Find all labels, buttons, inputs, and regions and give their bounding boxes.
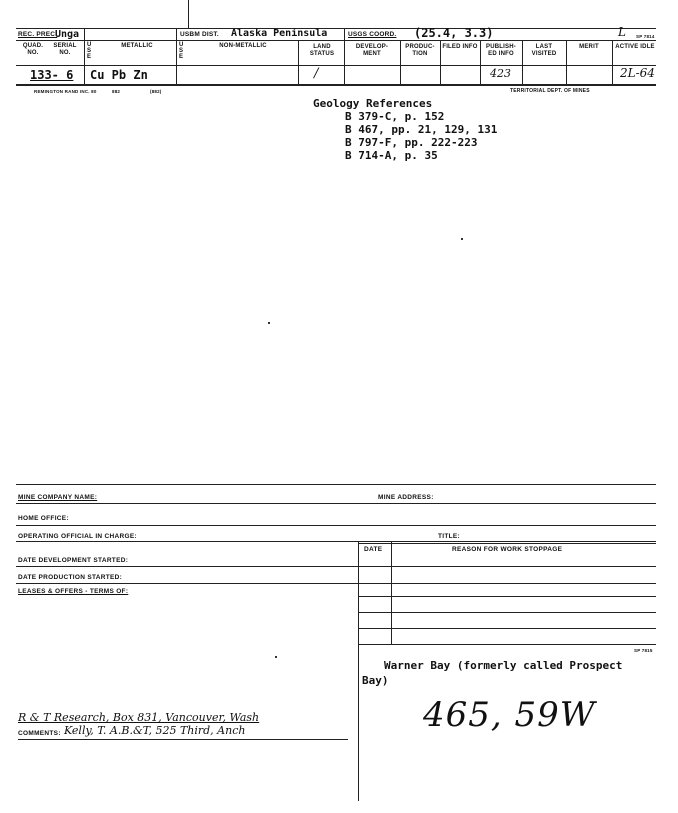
reference-item: B 467, pp. 21, 129, 131 (345, 123, 498, 136)
leases-label: LEASES & OFFERS - TERMS OF: (18, 588, 129, 595)
use-u2-label: U S E (179, 42, 184, 60)
non-metallic-label: NON-METALLIC (219, 43, 267, 49)
quad-no-label: QUAD. NO. (22, 43, 44, 56)
sep-8 (522, 40, 523, 84)
rule-table-1 (358, 583, 656, 584)
sep-9 (566, 40, 567, 84)
sep-7 (480, 40, 481, 84)
quad-serial-value: 133- 6 (30, 68, 74, 82)
location-note: Warner Bay (formerly called Prospect Bay) (362, 659, 623, 687)
usgs-coord-value: (25.4, 3.3) (414, 26, 494, 40)
reason-label: REASON FOR WORK STOPPAGE (452, 546, 563, 553)
usbm-dist-value: Alaska Peninsula (231, 28, 328, 39)
operating-official-label: OPERATING OFFICIAL IN CHARGE: (18, 533, 137, 540)
printer-label: REMINGTON RAND INC. 80 (34, 89, 97, 94)
date-column-label: DATE (364, 546, 383, 553)
top-tick-line (188, 0, 189, 28)
printer-code: 882 (112, 89, 121, 94)
speck (275, 656, 277, 658)
speck (268, 322, 270, 324)
rule-official (16, 541, 656, 542)
header-cols-rule (16, 65, 656, 66)
last-visited-label: LAST VISITED (531, 44, 557, 57)
use-u-label: U S E (87, 42, 92, 60)
handwritten-comments: Kelly, T. A.B.&T, 525 Third, Anch (64, 724, 246, 737)
rule-table-4 (358, 628, 656, 629)
rec-prec-label: REC. PREC. (18, 31, 58, 38)
lower-divider (358, 541, 359, 801)
rule-table-2 (358, 596, 656, 597)
form-no-bottom: SP 7815 (634, 648, 653, 653)
form-no-top: SP 7814 (636, 34, 655, 39)
rule-date-prod (16, 583, 358, 584)
published-info-value: 423 (490, 67, 511, 80)
home-office-label: HOME OFFICE: (18, 515, 69, 522)
territorial-dept: TERRITORIAL DEPT. OF MINES (510, 88, 590, 94)
serial-no-label: SERIAL NO. (53, 43, 77, 56)
sep-10 (612, 40, 613, 84)
usgs-coord-label: USGS COORD. (348, 31, 397, 38)
land-status-value: / (314, 66, 319, 81)
rule-date-header (358, 543, 656, 544)
mine-address-label: MINE ADDRESS: (378, 494, 434, 501)
handwritten-research: R & T Research, Box 831, Vancouver, Wash (18, 711, 260, 724)
speck (461, 238, 463, 240)
header-top-rule (16, 28, 656, 29)
land-status-label: LAND STATUS (309, 44, 335, 57)
references-list (345, 110, 497, 162)
mine-company-name-label: MINE COMPANY NAME: (18, 494, 98, 501)
comments-rule (18, 739, 348, 740)
date-development-label: DATE DEVELOPMENT STARTED: (18, 557, 129, 564)
references-title: Geology References (313, 97, 433, 110)
handwritten-number: 465, 59W (423, 695, 596, 735)
sep-4 (344, 28, 345, 84)
header-bottom-rule (16, 84, 656, 86)
date-production-label: DATE PRODUCTION STARTED: (18, 574, 123, 581)
active-idle-value: 2L-64 (620, 66, 655, 80)
metallic-value: Cu Pb Zn (90, 68, 148, 82)
development-label: DEVELOP-MENT (355, 44, 389, 57)
published-info-label: PUBLISH-ED INFO (486, 44, 516, 57)
reference-item: B 379-C, p. 152 (345, 110, 445, 123)
filed-info-label: FILED INFO (442, 44, 478, 50)
printer-code-2: (882) (150, 89, 162, 94)
rec-prec-value: Unga (55, 29, 80, 40)
date-col-divider (391, 541, 392, 644)
usbm-dist-label: USBM DIST. (180, 31, 219, 38)
sep-3 (298, 40, 299, 84)
production-label: PRODUC-TION (405, 44, 435, 57)
corner-mark: L (618, 25, 626, 39)
sep-1 (84, 28, 85, 84)
merit-label: MERIT (579, 44, 599, 50)
rule-mine-company (16, 503, 656, 504)
title-label: TITLE: (438, 533, 461, 540)
active-idle-label: ACTIVE IDLE (615, 44, 655, 50)
comments-label: COMMENTS: (18, 730, 61, 737)
reference-item: B 797-F, pp. 222-223 (345, 136, 478, 149)
sep-5 (400, 40, 401, 84)
metallic-label: METALLIC (121, 43, 153, 49)
rule-home-office (16, 525, 656, 526)
lower-top-rule (16, 484, 656, 485)
header-mid-rule (16, 40, 656, 41)
reference-item: B 714-A, p. 35 (345, 149, 438, 162)
rule-table-5 (358, 644, 656, 645)
rule-date-dev (16, 566, 656, 567)
sep-2 (176, 28, 177, 84)
sep-6 (440, 40, 441, 84)
rule-table-3 (358, 612, 656, 613)
